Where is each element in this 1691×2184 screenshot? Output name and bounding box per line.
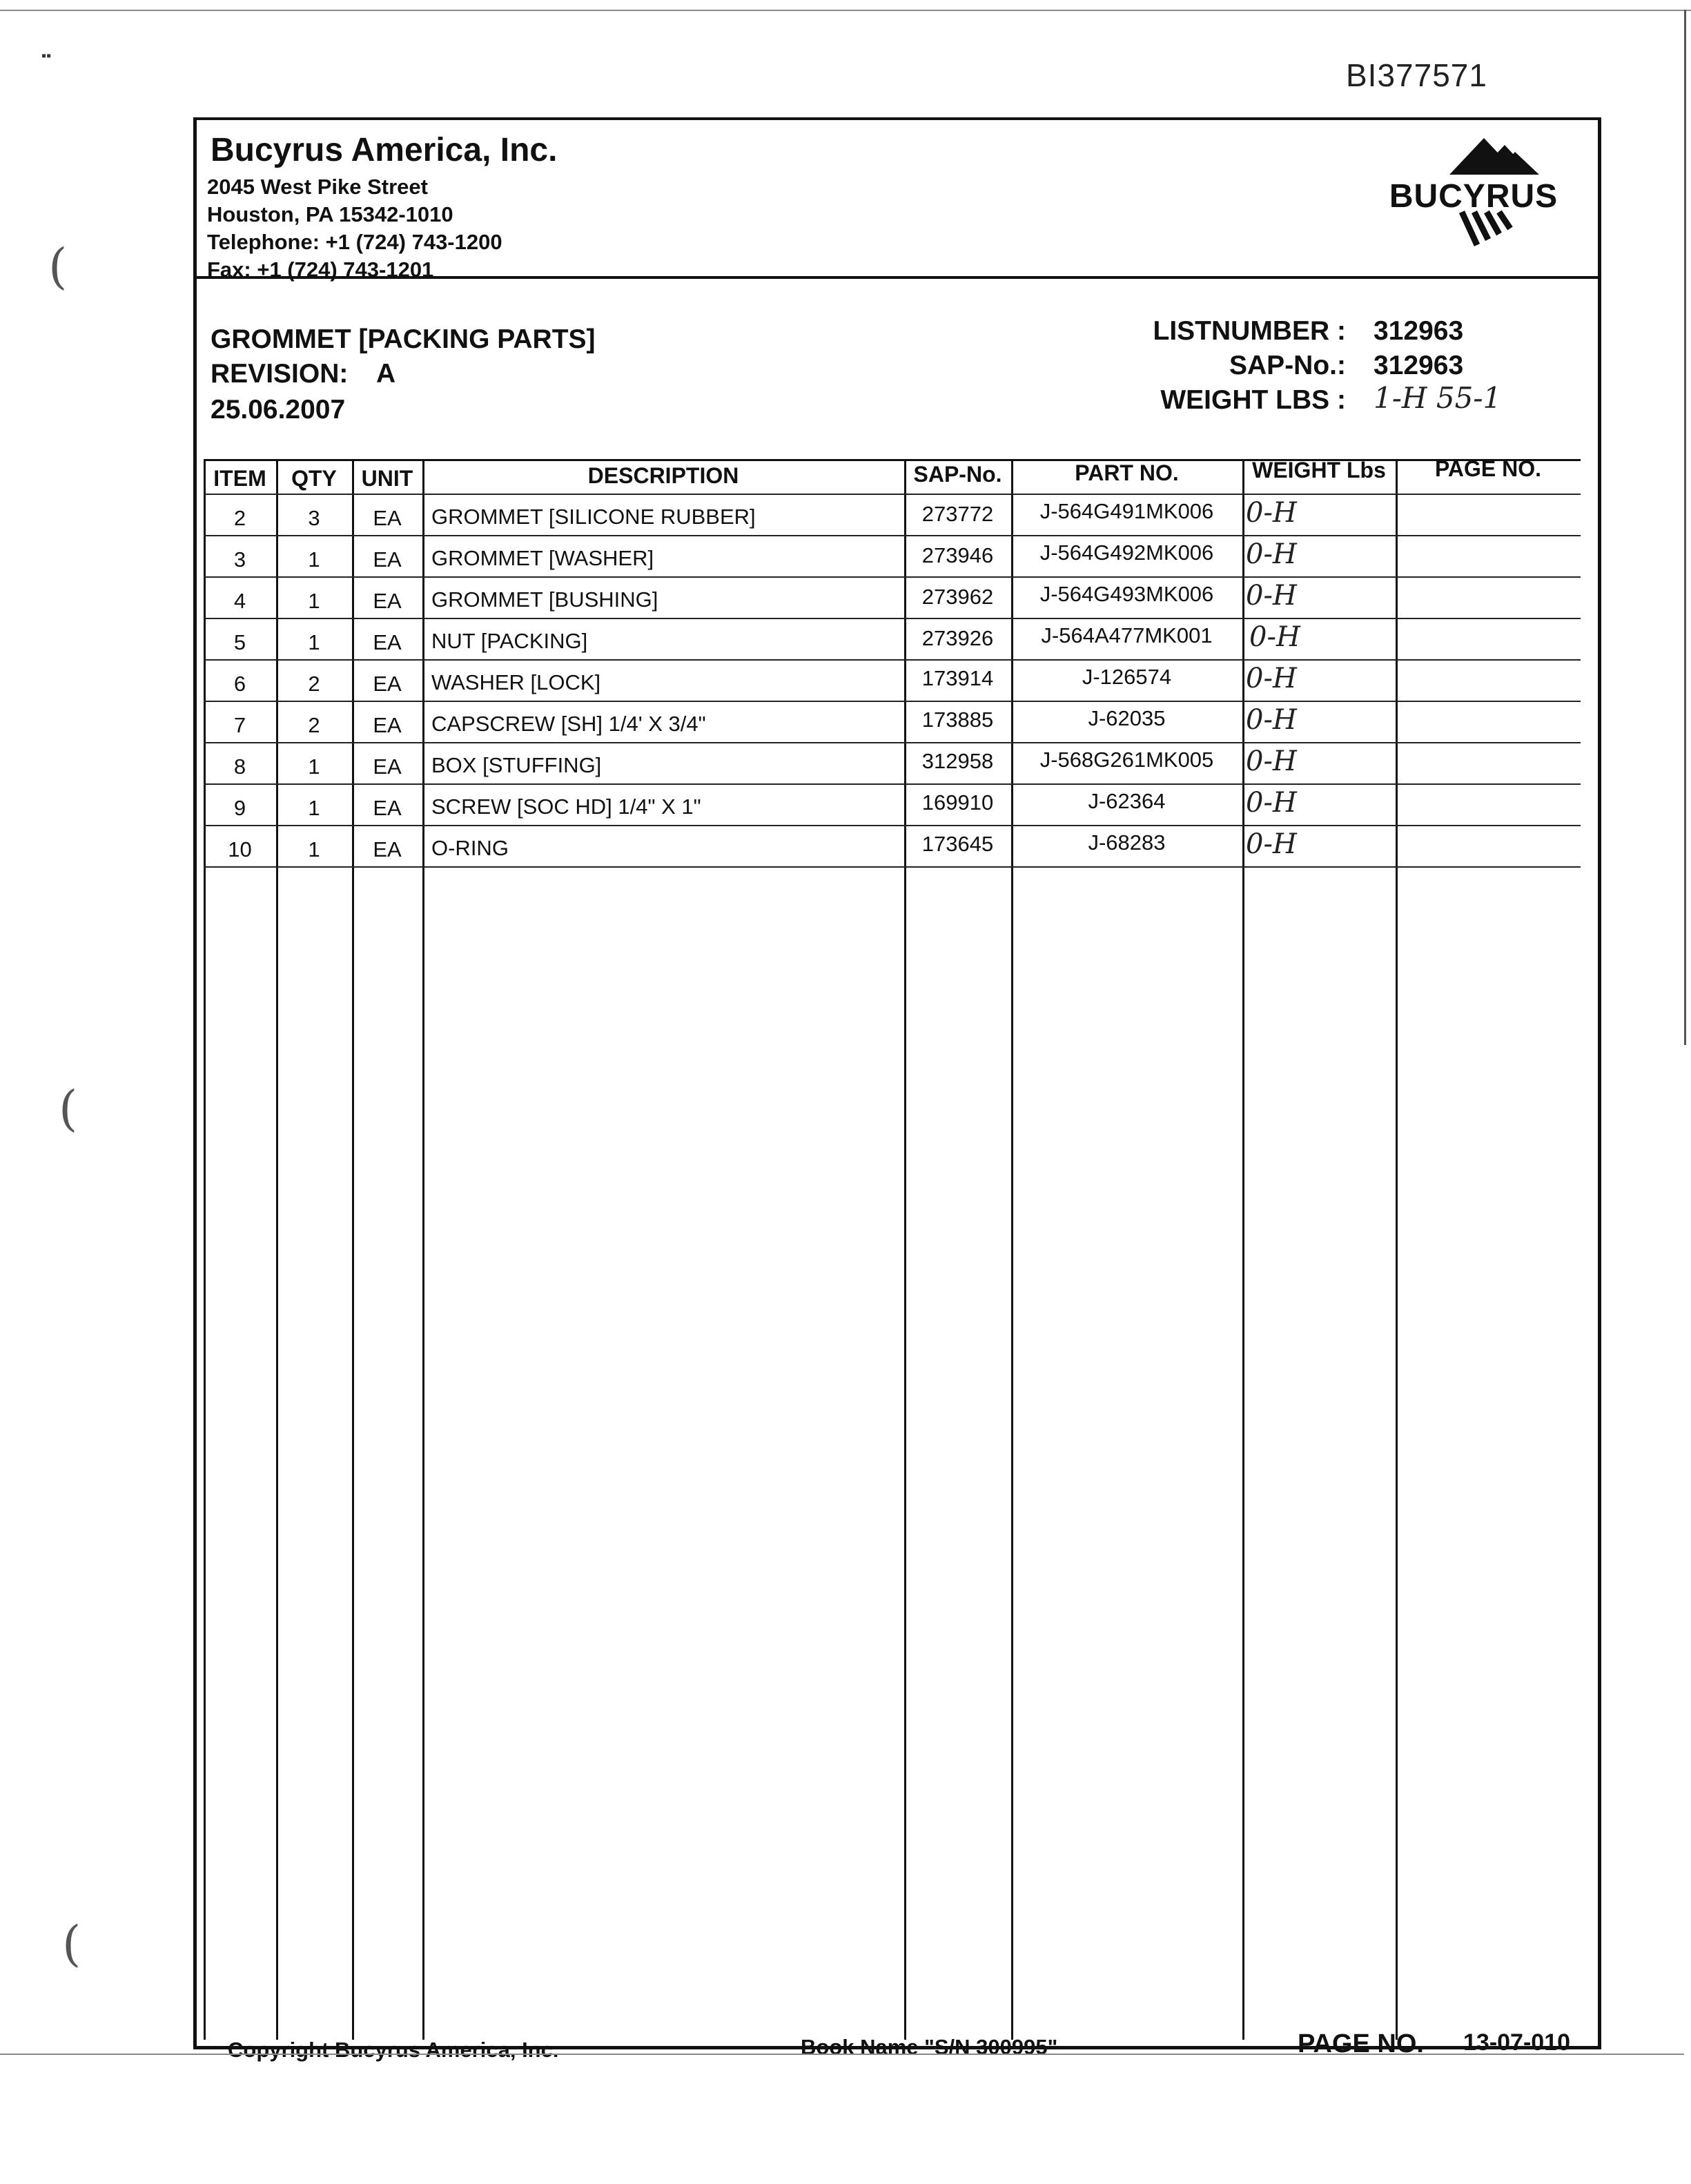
- table-row-weight: 0-H: [1246, 538, 1297, 570]
- table-row-qty: 1: [308, 630, 320, 654]
- table-row-border: [204, 535, 1581, 536]
- table-row-border: [204, 701, 1581, 702]
- company-fax: Fax: +1 (724) 743-1201: [207, 257, 434, 282]
- table-row-weight: 0-H: [1246, 497, 1297, 529]
- table-row-item: 10: [228, 837, 252, 861]
- table-row-sap-no: 273926: [921, 626, 994, 650]
- table-row-sap-no: 273946: [921, 543, 994, 567]
- table-row-border: [204, 494, 1581, 495]
- table-row-border: [204, 576, 1581, 578]
- weight-label: WEIGHT LBS :: [1160, 385, 1346, 415]
- table-row-description: O-RING: [431, 836, 509, 860]
- table-row-description: GROMMET [SILICONE RUBBER]: [431, 505, 756, 529]
- table-row-item: 2: [233, 506, 246, 530]
- listnumber-value: 312963: [1374, 316, 1464, 346]
- table-row-qty: 1: [308, 754, 320, 779]
- table-row-qty: 2: [308, 713, 320, 737]
- weight-value-handwritten: 1-H 55-1: [1374, 381, 1502, 415]
- table-col-border: [1242, 459, 1244, 2040]
- table-row-item: 6: [233, 672, 246, 696]
- revision-label: REVISION:: [211, 359, 349, 389]
- table-row-sap-no: 173885: [921, 708, 994, 732]
- table-row-unit: EA: [373, 754, 402, 779]
- document-date: 25.06.2007: [211, 395, 346, 425]
- punch-hole-top: (: [48, 238, 68, 295]
- table-row-weight: 0-H: [1246, 787, 1297, 819]
- table-row-part-no: J-564A477MK001: [1041, 623, 1213, 647]
- column-header-part-no: PART NO.: [1075, 460, 1179, 485]
- scan-edge-right: [1684, 10, 1686, 1045]
- table-row-qty: 3: [308, 506, 320, 530]
- footer-copyright: Copyright Bucyrus America, Inc.: [228, 2038, 559, 2062]
- logo-wordmark: BUCYRUS: [1389, 178, 1558, 215]
- table-row-description: NUT [PACKING]: [431, 629, 588, 653]
- footer-book-name: Book Name "S/N 300995": [801, 2035, 1058, 2059]
- footer-page-label: PAGE NO.: [1298, 2029, 1424, 2058]
- table-col-border: [422, 459, 424, 2040]
- column-header-weight: WEIGHT Lbs: [1252, 458, 1386, 482]
- table-row-part-no: J-68283: [1088, 830, 1166, 855]
- table-row-part-no: J-126574: [1082, 665, 1172, 689]
- column-header-qty: QTY: [291, 466, 337, 491]
- bucyrus-logo: [1374, 135, 1574, 259]
- table-row-sap-no: 173645: [921, 832, 994, 856]
- table-col-border: [904, 459, 906, 2040]
- footer-rule: [0, 2054, 1684, 2055]
- table-row-unit: EA: [373, 547, 402, 572]
- company-address-street: 2045 West Pike Street: [207, 175, 428, 199]
- table-row-part-no: J-564G492MK006: [1039, 540, 1214, 565]
- table-row-weight: 0-H: [1246, 828, 1297, 860]
- table-row-item: 3: [233, 547, 246, 572]
- sap-number-label: SAP-No.:: [1229, 351, 1346, 380]
- table-row-sap-no: 273962: [921, 585, 994, 609]
- sap-number-value: 312963: [1374, 351, 1464, 380]
- table-row-part-no: J-568G261MK005: [1039, 748, 1214, 772]
- table-row-border: [204, 783, 1581, 785]
- table-row-part-no: J-62364: [1088, 789, 1166, 813]
- table-row-description: SCREW [SOC HD] 1/4" X 1": [431, 794, 701, 819]
- table-row-item: 8: [233, 754, 246, 779]
- table-row-weight: 0-H: [1249, 621, 1300, 653]
- company-address-city: Houston, PA 15342-1010: [207, 202, 453, 226]
- table-row-item: 9: [233, 796, 246, 820]
- table-row-border: [204, 742, 1581, 743]
- column-header-item: ITEM: [213, 466, 266, 491]
- column-header-sap-no: SAP-No.: [913, 462, 1002, 487]
- table-row-unit: EA: [373, 837, 402, 861]
- company-telephone: Telephone: +1 (724) 743-1200: [207, 230, 502, 254]
- listnumber-label: LISTNUMBER :: [1153, 316, 1346, 346]
- table-row-item: 7: [233, 713, 246, 737]
- table-row-description: GROMMET [WASHER]: [431, 546, 654, 570]
- punch-hole-middle: (: [59, 1080, 78, 1137]
- scan-mark: ▪▪: [41, 48, 52, 64]
- revision-value: A: [376, 359, 396, 389]
- table-row-unit: EA: [373, 506, 402, 530]
- table-row-sap-no: 173914: [921, 666, 994, 690]
- document-id: BI377571: [1346, 57, 1487, 93]
- table-row-item: 4: [233, 589, 246, 613]
- table-row-border: [204, 659, 1581, 661]
- table-row-weight: 0-H: [1246, 704, 1297, 736]
- table-row-description: WASHER [LOCK]: [431, 670, 601, 694]
- table-row-qty: 2: [308, 672, 320, 696]
- table-row-border: [204, 618, 1581, 619]
- table-row-description: BOX [STUFFING]: [431, 753, 602, 777]
- column-header-unit: UNIT: [361, 466, 413, 491]
- table-row-part-no: J-564G493MK006: [1039, 582, 1214, 606]
- table-row-weight: 0-H: [1246, 745, 1297, 777]
- document-title: GROMMET [PACKING PARTS]: [211, 324, 596, 354]
- table-row-unit: EA: [373, 630, 402, 654]
- table-row-border: [204, 825, 1581, 826]
- table-row-weight: 0-H: [1246, 663, 1297, 694]
- column-header-description: DESCRIPTION: [587, 463, 739, 488]
- table-row-qty: 1: [308, 547, 320, 572]
- table-row-unit: EA: [373, 713, 402, 737]
- table-row-item: 5: [233, 630, 246, 654]
- table-row-part-no: J-564G491MK006: [1039, 499, 1214, 523]
- table-row-unit: EA: [373, 796, 402, 820]
- table-row-qty: 1: [308, 796, 320, 820]
- table-col-border: [1396, 459, 1398, 2040]
- company-name: Bucyrus America, Inc.: [211, 132, 558, 168]
- table-row-unit: EA: [373, 672, 402, 696]
- table-col-border: [1011, 459, 1013, 2040]
- table-row-qty: 1: [308, 837, 320, 861]
- punch-hole-bottom: (: [62, 1915, 81, 1972]
- table-row-description: GROMMET [BUSHING]: [431, 587, 658, 612]
- table-row-border: [204, 866, 1581, 868]
- table-row-sap-no: 169910: [921, 790, 994, 815]
- table-row-qty: 1: [308, 589, 320, 613]
- table-row-description: CAPSCREW [SH] 1/4' X 3/4": [431, 712, 706, 736]
- table-row-sap-no: 312958: [921, 749, 994, 773]
- footer-page-number: 13-07-010: [1463, 2029, 1571, 2056]
- scan-edge-top: [0, 10, 1691, 11]
- table-row-weight: 0-H: [1246, 580, 1297, 612]
- table-row-unit: EA: [373, 589, 402, 613]
- table-row-sap-no: 273772: [921, 502, 994, 526]
- column-header-page-no: PAGE NO.: [1434, 456, 1542, 481]
- table-row-part-no: J-62035: [1088, 706, 1166, 730]
